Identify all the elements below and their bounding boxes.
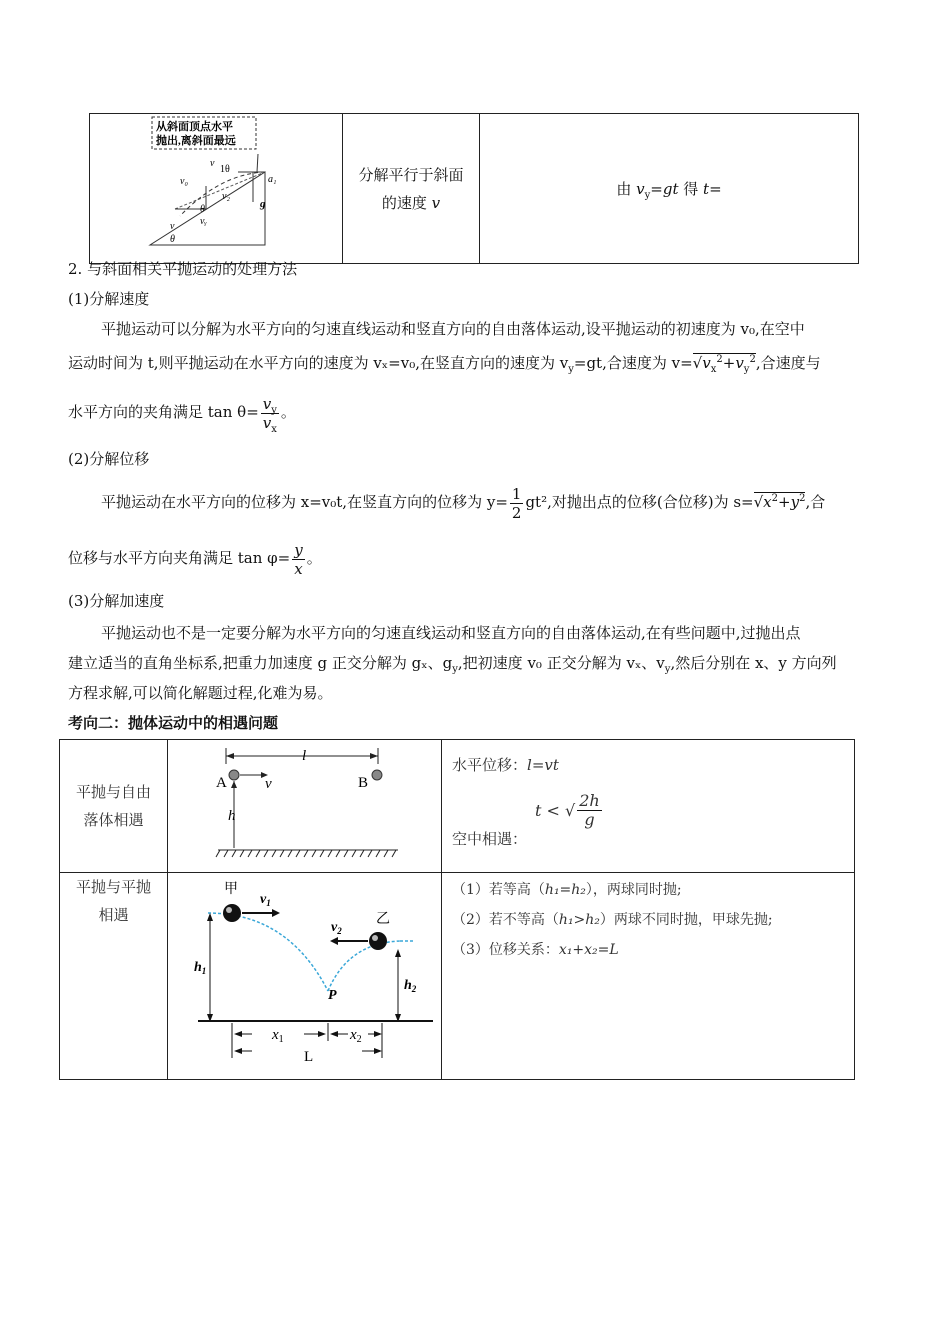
row2-item3b: x₁+x₂=L bbox=[558, 942, 619, 958]
row2-label-2: 相遇 bbox=[98, 906, 129, 924]
s3-line2: 建立适当的直角坐标系,把重力加速度 g 正交分解为 gₓ、$g_y$,把初速度 v₀ 正交分解为 vₓ、$v_y$,然后分别在 x、y 方向列 bbox=[68, 654, 837, 675]
slope-col3-end: = bbox=[709, 180, 722, 198]
s2-line1b: gt²,对抛出点的位移(合位移)为 s= bbox=[525, 493, 754, 511]
s1-line2c: ,合速度与 bbox=[755, 354, 821, 372]
slope-col3 bbox=[480, 114, 859, 264]
slope-col2 bbox=[343, 114, 480, 264]
row1-diagram-cell bbox=[168, 740, 442, 873]
slope-label-1: 从斜面顶点水平 bbox=[156, 121, 233, 133]
s2-line2a: 位移与水平方向夹角满足 tan φ= bbox=[68, 549, 291, 567]
label-jia: 甲 bbox=[224, 882, 238, 897]
s1-title: (1)分解速度 bbox=[68, 290, 150, 308]
row2-item3a: （3）位移关系： bbox=[452, 942, 559, 958]
label-a: A bbox=[216, 775, 227, 791]
label-l: l bbox=[302, 748, 307, 764]
label-x1: $x_1$ bbox=[272, 1027, 284, 1045]
row1-air: 空中相遇： bbox=[452, 830, 528, 848]
slope-diagram-cell bbox=[90, 114, 343, 264]
svg-text:v: v bbox=[170, 221, 175, 232]
svg-text:vᵧ: vᵧ bbox=[200, 216, 207, 227]
slope-col3-gt: gt bbox=[662, 180, 679, 198]
sqrt-vxvy: $√v_x^2+v_y^2$ bbox=[692, 354, 756, 375]
meet-condition: t < √ $\frac{2h}{g}$ bbox=[535, 791, 600, 829]
tan-phi-fraction: $\frac{y}{x}$ bbox=[294, 540, 303, 578]
s2-line1c: ,合 bbox=[805, 493, 826, 511]
row2-item1b: h₁=h₂ bbox=[544, 882, 586, 898]
half-fraction: $\frac{1}{2}$ bbox=[511, 484, 522, 522]
slope-col2-line2: 的速度 bbox=[381, 193, 427, 212]
label-p: P bbox=[328, 988, 337, 1003]
label-yi: 乙 bbox=[376, 912, 390, 927]
s2-title: (2)分解位移 bbox=[68, 450, 150, 468]
s3-line2a: 建立适当的直角坐标系,把重力加速度 g 正交分解为 gₓ、g bbox=[68, 654, 453, 672]
row2-label-cell bbox=[60, 873, 168, 1080]
s3-line2c: ,然后分别在 x、y 方向列 bbox=[670, 654, 837, 672]
row1-text-cell bbox=[442, 740, 855, 873]
slope-col2-var: v bbox=[431, 193, 441, 212]
row2-item1a: （1）若等高（ bbox=[452, 882, 545, 898]
svg-text:θ: θ bbox=[170, 234, 175, 245]
label-b: B bbox=[358, 775, 369, 791]
s3-line1: 平抛运动也不是一定要分解为水平方向的匀速直线运动和竖直方向的自由落体运动,在有些问题中,过抛出点 bbox=[101, 624, 801, 642]
s1-line2a: 运动时间为 t,则平抛运动在水平方向的速度为 vₓ=v₀,在竖直方向的速度为 v bbox=[68, 354, 569, 372]
tan-theta-fraction: $\frac{v_y}{v_x}$ bbox=[262, 394, 277, 435]
row2-text-cell bbox=[442, 873, 855, 1080]
slope-diagram bbox=[90, 114, 342, 259]
s2-line1a: 平抛运动在水平方向的位移为 x=v₀t,在竖直方向的位移为 y= bbox=[101, 493, 508, 511]
row2-item2 bbox=[452, 909, 773, 929]
slope-col3-vy: v bbox=[636, 180, 645, 198]
row1-label-cell bbox=[60, 740, 168, 873]
kx2-heading: 考向二：抛体运动中的相遇问题 bbox=[68, 714, 279, 732]
label-h2: $h_2$ bbox=[404, 978, 417, 994]
slope-col3-mid: 得 bbox=[678, 180, 704, 198]
svg-text:v₂: v₂ bbox=[222, 191, 230, 202]
slope-col3-sub: y bbox=[644, 190, 651, 201]
row2-item1c: ），两球同时抛; bbox=[585, 882, 682, 898]
slope-col3-eq: = bbox=[650, 180, 663, 198]
label-h1: $h_1$ bbox=[194, 960, 207, 976]
row1-horiz-label: 水平位移： bbox=[452, 756, 528, 774]
label-L: L bbox=[304, 1049, 314, 1065]
row1-horiz-eq: l=vt bbox=[527, 756, 559, 774]
s3-line2b: ,把初速度 v₀ 正交分解为 vₓ、v bbox=[457, 654, 665, 672]
s1-line3 bbox=[68, 392, 296, 435]
row1-label-2: 落体相遇 bbox=[83, 811, 144, 829]
row1-horiz bbox=[452, 754, 559, 775]
label-h: h bbox=[228, 808, 236, 824]
svg-text:θ: θ bbox=[200, 204, 205, 215]
row2-item3 bbox=[452, 939, 619, 959]
slope-label-2: 抛出,离斜面最远 bbox=[156, 135, 236, 147]
s1-line2b: =gt,合速度为 v= bbox=[573, 354, 693, 372]
slope-col3-t: t bbox=[703, 180, 710, 198]
ball-b bbox=[372, 770, 382, 780]
row2-item2c: ）两球不同时抛，甲球先抛; bbox=[599, 912, 773, 928]
svg-text:1θ: 1θ bbox=[220, 164, 230, 175]
s1-line2: 运动时间为 t,则平抛运动在水平方向的速度为 vₓ=v₀,在竖直方向的速度为 $v_y=gt$,合速度为 $v=√v_x^2+v_y^2$,合速度与 bbox=[68, 354, 821, 375]
s3-line3: 方程求解,可以简化解题过程,化难为易。 bbox=[68, 684, 333, 702]
ball-a bbox=[229, 770, 239, 780]
row2-item1 bbox=[452, 879, 682, 899]
label-v2: $v_2$ bbox=[331, 920, 342, 936]
label-v1: $v_1$ bbox=[260, 892, 271, 908]
ball-jia bbox=[223, 904, 241, 922]
s3-title: (3)分解加速度 bbox=[68, 592, 165, 610]
s2-line2b: 。 bbox=[306, 549, 322, 567]
s2-line2 bbox=[68, 538, 322, 578]
meeting-table bbox=[59, 739, 855, 1080]
slope-col2-line1: 分解平行于斜面 bbox=[358, 165, 464, 184]
two-projectile-diagram bbox=[168, 873, 441, 1075]
row2-label-1: 平抛与平抛 bbox=[75, 878, 151, 896]
row2-diagram-cell bbox=[168, 873, 442, 1080]
s1-line3b: 。 bbox=[280, 403, 296, 421]
section2-heading: 2. 与斜面相关平抛运动的处理方法 bbox=[68, 260, 298, 278]
slope-col3-prefix: 由 bbox=[616, 180, 632, 198]
label-x2: $x_2$ bbox=[350, 1027, 362, 1045]
row2-item2a: （2）若不等高（ bbox=[452, 912, 559, 928]
svg-text:v₀: v₀ bbox=[180, 176, 188, 187]
svg-text:g: g bbox=[260, 198, 266, 210]
s1-line3a: 水平方向的夹角满足 tan θ= bbox=[68, 403, 259, 421]
sqrt-xy: $√x^2+y^2$ bbox=[753, 493, 806, 511]
row1-label-1: 平抛与自由 bbox=[75, 783, 151, 801]
s2-line1 bbox=[101, 480, 825, 524]
ball-yi bbox=[369, 932, 387, 950]
label-v: v bbox=[265, 776, 272, 792]
row2-item2b: h₁>h₂ bbox=[558, 912, 600, 928]
free-fall-diagram bbox=[168, 740, 441, 868]
slope-table bbox=[89, 113, 859, 264]
svg-text:a₁: a₁ bbox=[268, 174, 277, 185]
s1-line1: 平抛运动可以分解为水平方向的匀速直线运动和竖直方向的自由落体运动,设平抛运动的初速度为 v₀,在空中 bbox=[101, 320, 805, 338]
svg-text:v: v bbox=[210, 158, 215, 169]
